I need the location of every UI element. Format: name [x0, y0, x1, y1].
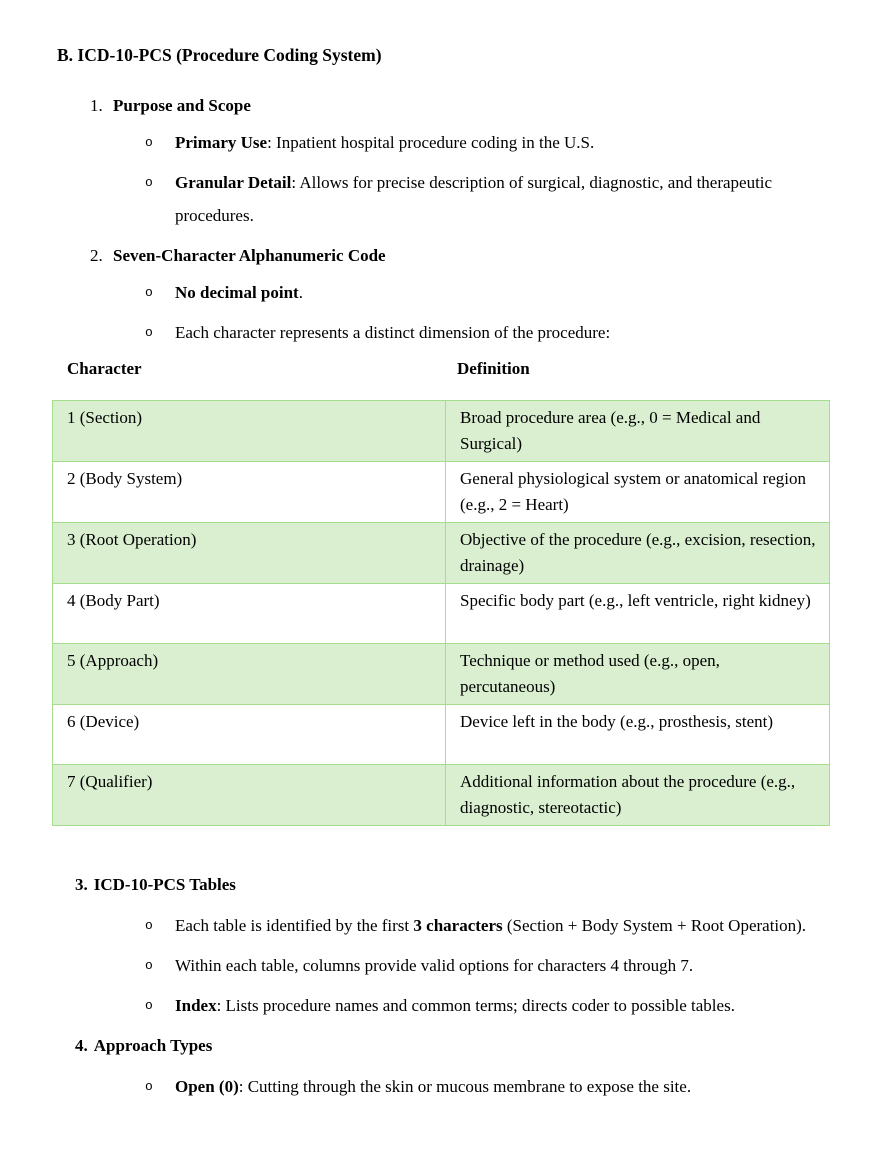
table-cell-character: 5 (Approach) — [53, 644, 446, 705]
bullet-item — [145, 126, 817, 159]
bullet-text: Each table is identified by the first 3 characters (Section + Body System + Root Operation). — [175, 916, 807, 935]
bullet-text: Granular Detail: Allows for precise description of surgical, diagnostic, and therapeutic procedures. — [175, 173, 773, 225]
bullet-item — [145, 989, 817, 1022]
bullet-list-item4 — [145, 1070, 817, 1103]
numbered-item-4 — [75, 1029, 855, 1062]
table-cell-definition: Specific body part (e.g., left ventricle, right kidney) — [446, 584, 830, 644]
bullet-item — [145, 316, 817, 349]
item-number: 4. — [75, 1036, 88, 1055]
table-header-character: Character — [67, 359, 142, 378]
item-number: 2. — [90, 246, 103, 265]
table-row — [53, 401, 830, 462]
table-header-row — [52, 356, 855, 382]
table-cell-character: 4 (Body Part) — [53, 584, 446, 644]
table-body — [53, 401, 830, 826]
bullet-marker-icon: o — [145, 958, 153, 973]
table-cell-character: 3 (Root Operation) — [53, 523, 446, 584]
item-title: Purpose and Scope — [113, 96, 251, 115]
table-cell-definition: General physiological system or anatomical region (e.g., 2 = Heart) — [446, 462, 830, 523]
bullet-marker-icon: o — [145, 135, 153, 150]
bullet-marker-icon: o — [145, 325, 153, 340]
table-row — [53, 523, 830, 584]
item-number: 1. — [90, 96, 103, 115]
bullet-marker-icon: o — [145, 918, 153, 933]
item-number: 3. — [75, 875, 88, 894]
table-row — [53, 644, 830, 705]
bullet-item — [145, 276, 817, 309]
bullet-text: Index: Lists procedure names and common terms; directs coder to possible tables. — [175, 996, 735, 1015]
bullet-text: No decimal point. — [175, 283, 303, 302]
table-row — [53, 584, 830, 644]
bullet-text: Primary Use: Inpatient hospital procedure coding in the U.S. — [175, 133, 595, 152]
item-title: Approach Types — [93, 1036, 213, 1055]
bullet-list-item1 — [145, 126, 817, 232]
table-cell-character: 2 (Body System) — [53, 462, 446, 523]
table-row — [53, 765, 830, 826]
bullet-text: Within each table, columns provide valid options for characters 4 through 7. — [175, 956, 694, 975]
numbered-item-3 — [75, 868, 855, 901]
table-cell-character: 1 (Section) — [53, 401, 446, 462]
table-cell-character: 6 (Device) — [53, 705, 446, 765]
table-row — [53, 462, 830, 523]
table-cell-definition: Technique or method used (e.g., open, percutaneous) — [446, 644, 830, 705]
section-heading: B. ICD-10-PCS (Procedure Coding System) — [57, 45, 382, 65]
bullet-list-item2 — [145, 276, 817, 349]
bullet-list-item3 — [145, 909, 817, 1022]
bullet-marker-icon: o — [145, 998, 153, 1013]
table-cell-character: 7 (Qualifier) — [53, 765, 446, 826]
numbered-item-2 — [90, 239, 855, 272]
bullet-text: Open (0): Cutting through the skin or mucous membrane to expose the site. — [175, 1077, 692, 1096]
bullet-marker-icon: o — [145, 175, 153, 190]
table-row — [53, 705, 830, 765]
bullet-text: Each character represents a distinct dimension of the procedure: — [175, 323, 611, 342]
bullet-item — [145, 1070, 817, 1103]
item-title: ICD-10-PCS Tables — [93, 875, 236, 894]
bullet-item — [145, 949, 817, 982]
character-definition-table — [52, 400, 830, 826]
bullet-marker-icon: o — [145, 285, 153, 300]
table-header-definition: Definition — [457, 359, 530, 378]
bullet-marker-icon: o — [145, 1079, 153, 1094]
table-cell-definition: Device left in the body (e.g., prosthesis, stent) — [446, 705, 830, 765]
table-cell-definition: Additional information about the procedure (e.g., diagnostic, stereotactic) — [446, 765, 830, 826]
table-cell-definition: Broad procedure area (e.g., 0 = Medical and Surgical) — [446, 401, 830, 462]
numbered-item-1 — [90, 89, 855, 122]
item-title: Seven-Character Alphanumeric Code — [113, 246, 386, 265]
bullet-item — [145, 166, 817, 232]
table-cell-definition: Objective of the procedure (e.g., excision, resection, drainage) — [446, 523, 830, 584]
bullet-item — [145, 909, 817, 942]
